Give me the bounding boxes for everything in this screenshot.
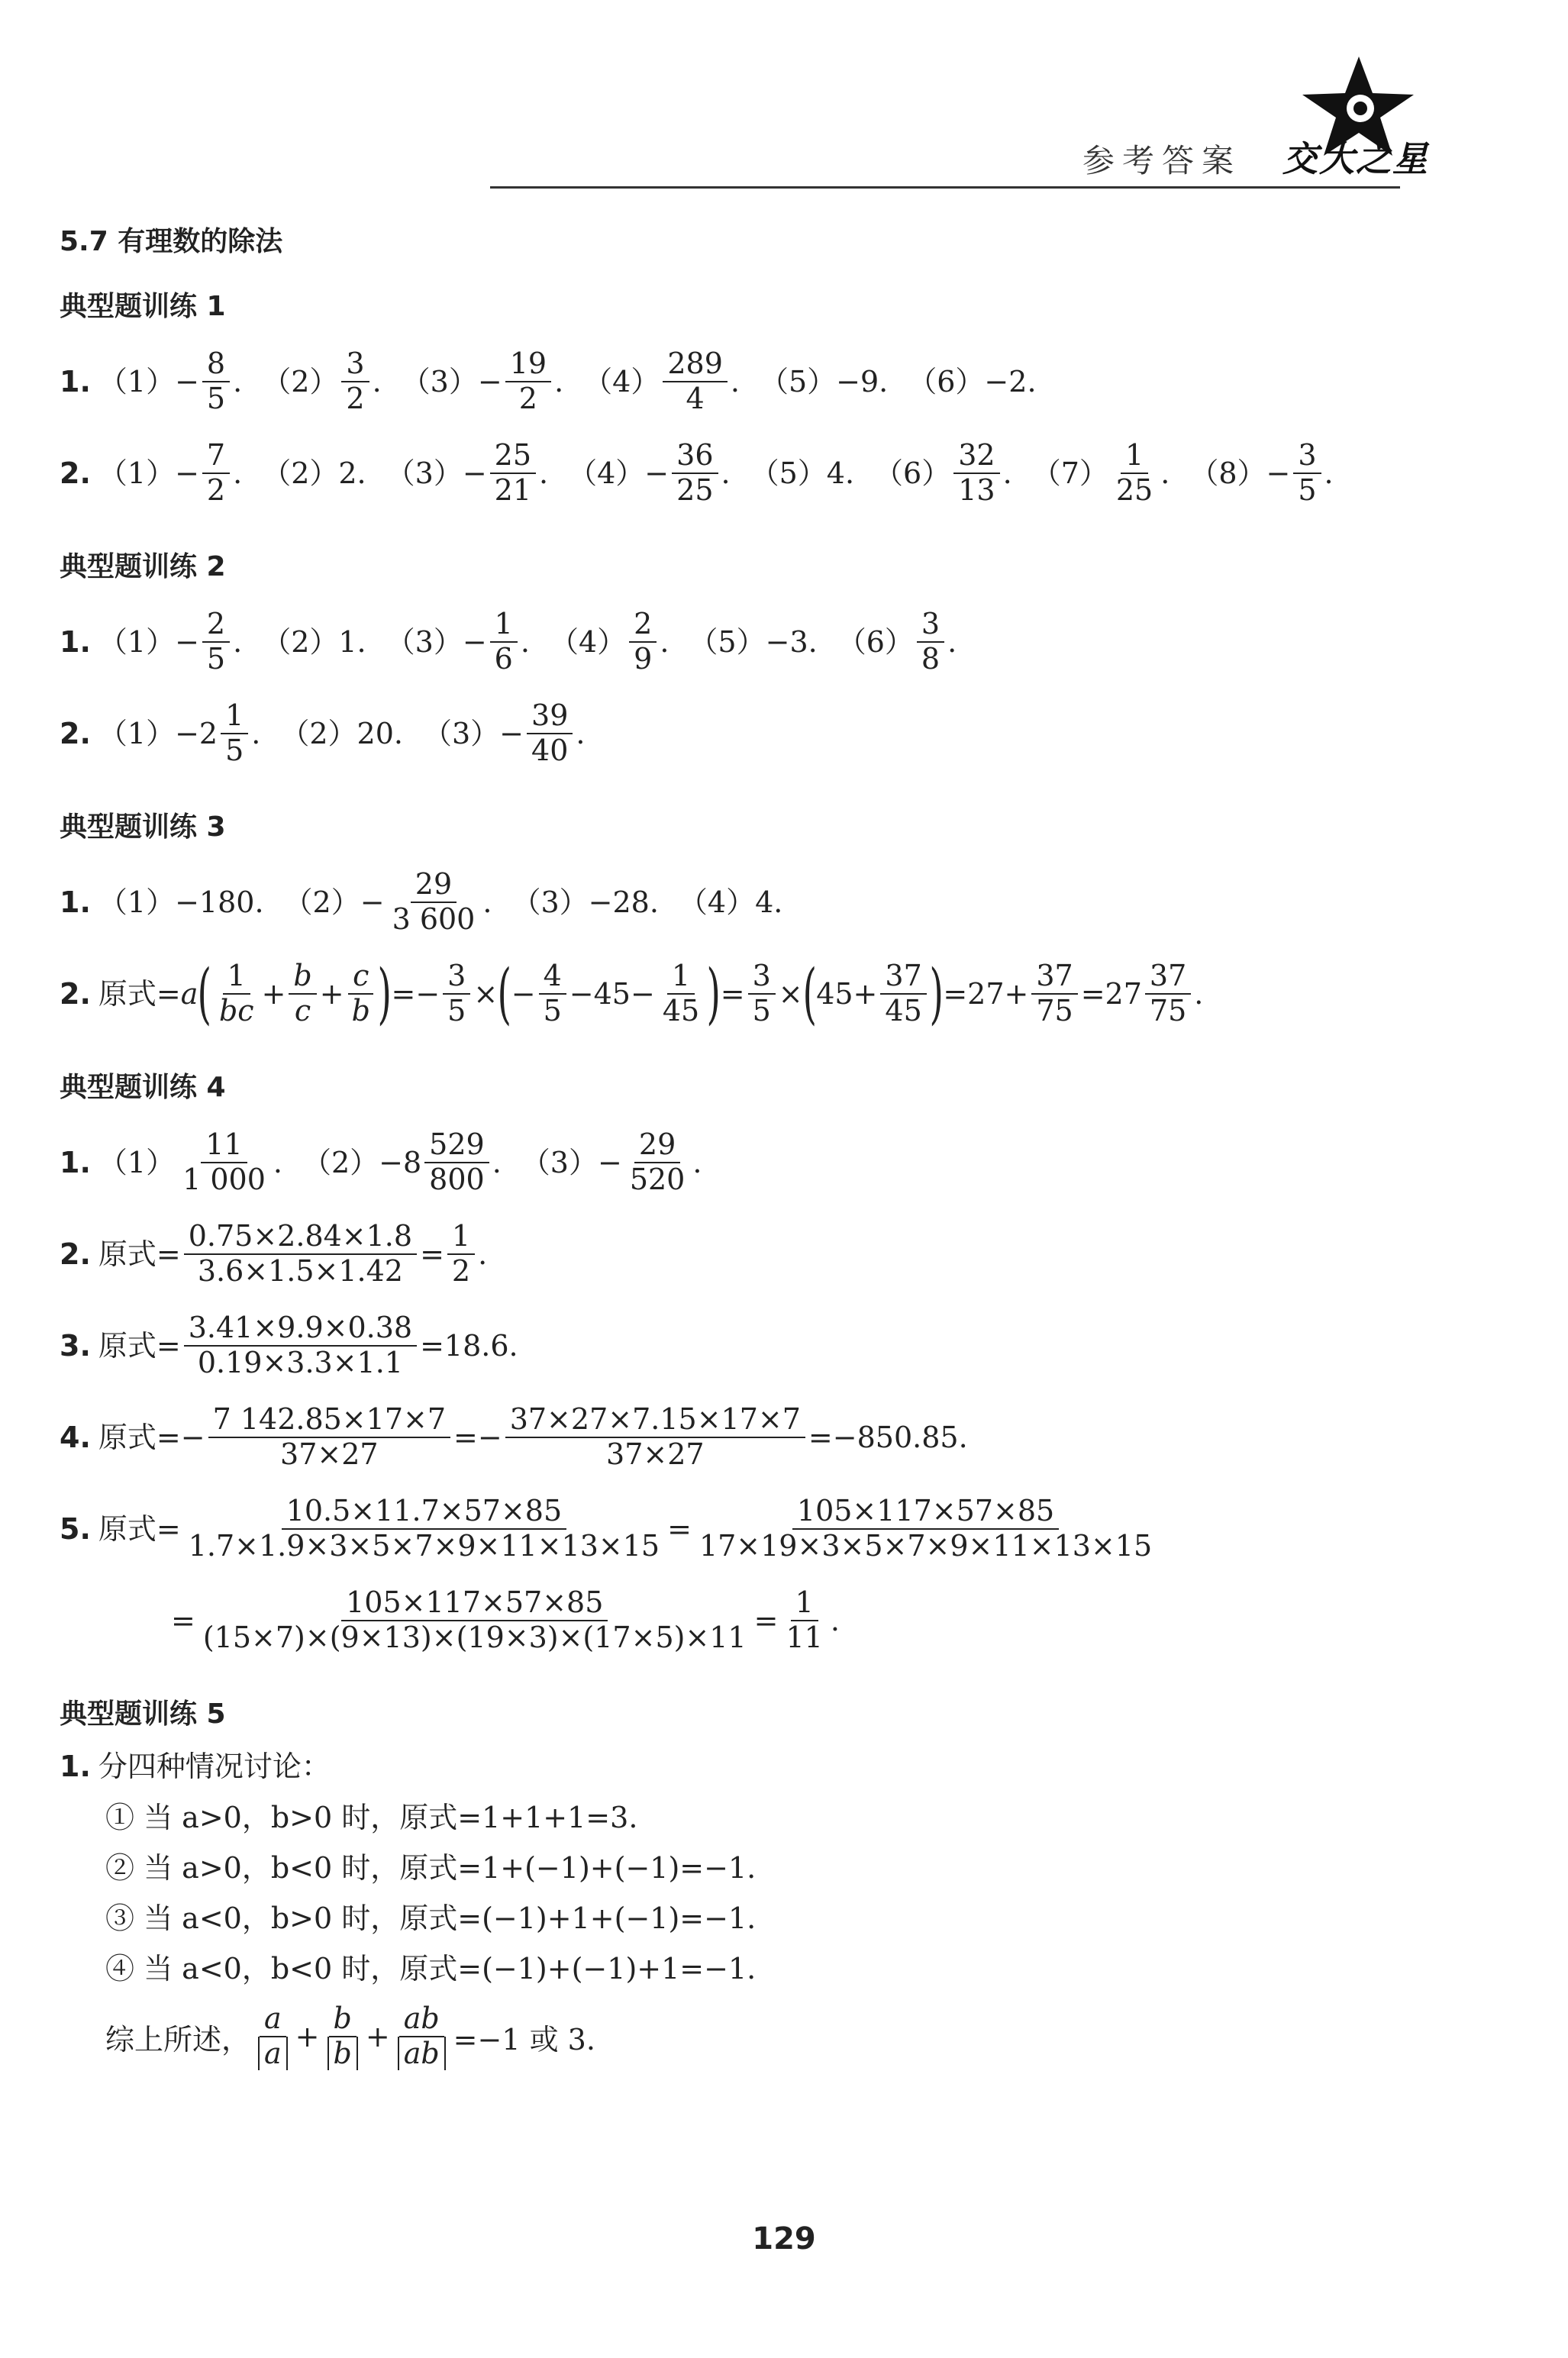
left-paren: ( <box>197 956 212 1032</box>
case-4: ④ 当 a<0，b<0 时，原式=(−1)+(−1)+1=−1. <box>105 1951 757 1985</box>
answer-label: （2）20. <box>280 717 403 750</box>
equals-sign: = <box>753 1604 779 1637</box>
problem-5-continued <box>171 1575 1403 1666</box>
case-2: ② 当 a>0，b<0 时，原式=1+(−1)+(−1)=−1. <box>105 1850 757 1885</box>
answer-label: （5）4. <box>750 456 855 490</box>
period: . <box>492 1146 502 1179</box>
equals-sign: = <box>667 1512 692 1546</box>
period: . <box>1160 456 1170 490</box>
problem-intro: 分四种情况讨论： <box>98 1750 331 1783</box>
fraction: $\frac{a}{a}$ <box>253 2002 292 2071</box>
problem-number: 4. <box>60 1421 91 1454</box>
fraction: $\frac{29}{3 600}$ <box>392 867 476 936</box>
problem-2 <box>60 427 1403 519</box>
period: . <box>273 1146 282 1179</box>
group-title: 典型题训练 1 <box>60 291 226 322</box>
fraction: $\frac{3}{2}$ <box>341 347 369 416</box>
period: . <box>1324 456 1334 490</box>
problem-1 <box>60 1117 1403 1208</box>
group-title: 典型题训练 5 <box>60 1698 226 1730</box>
fraction: $\frac{3}{5}$ <box>1293 439 1321 508</box>
case-3: ③ 当 a<0，b>0 时，原式=(−1)+1+(−1)=−1. <box>105 1901 757 1935</box>
problem-3 <box>60 1300 1403 1392</box>
expression-term: =27+ <box>943 977 1029 1011</box>
period: . <box>539 456 549 490</box>
period: . <box>1194 977 1204 1011</box>
equals-sign: =− <box>453 1421 502 1454</box>
exercise-group-1 <box>60 285 1403 519</box>
fraction: $\frac{1}{5}$ <box>221 699 248 768</box>
answer-label: （3）− <box>423 717 524 750</box>
minus-sign: − <box>415 977 440 1011</box>
header-divider <box>490 186 1400 189</box>
exercise-group-5 <box>60 1692 1403 2082</box>
answer-content <box>60 220 1403 2082</box>
expression-term: =27 <box>1080 977 1142 1011</box>
group-title: 典型题训练 3 <box>60 811 226 843</box>
problem-4 <box>60 1392 1403 1483</box>
group-title: 典型题训练 4 <box>60 1072 226 1103</box>
answer-label: （3）− <box>386 456 487 490</box>
expression-lead: 原式= <box>98 1237 181 1271</box>
answer-label: （6） <box>837 625 914 659</box>
answer-label: （4）− <box>568 456 669 490</box>
fraction: $\frac{0.75\times 2.84\times 1.8}{3.6\times 1.5\times 1.42}$ <box>184 1220 417 1289</box>
times-sign: × <box>778 977 803 1011</box>
problem-number: 1. <box>60 1750 91 1783</box>
answer-label: （1）− <box>98 365 199 398</box>
summary-label: 综上所述， <box>105 2022 251 2056</box>
period: . <box>251 717 261 750</box>
problem-number: 2. <box>60 977 91 1011</box>
equals-sign: = <box>720 977 745 1011</box>
answer-label: （4）4. <box>678 885 783 919</box>
fraction: $\frac{289}{4}$ <box>663 347 728 416</box>
fraction: $\frac{ab}{ab}$ <box>393 2002 450 2071</box>
expression-lead: 原式= <box>98 1329 181 1363</box>
fraction: $\frac{529}{800}$ <box>424 1128 489 1197</box>
equals-sign: = <box>391 977 416 1011</box>
result: =−850.85. <box>808 1421 968 1454</box>
period: . <box>233 625 243 659</box>
period: . <box>721 456 731 490</box>
equals-sign: = <box>171 1604 195 1637</box>
fraction: $\frac{37}{75}$ <box>1031 960 1077 1028</box>
fraction: $\frac{4}{5}$ <box>539 960 566 1028</box>
left-paren: ( <box>497 956 512 1032</box>
plus-sign: + <box>295 2020 320 2053</box>
variable-a: a <box>180 977 198 1011</box>
fraction: $\frac{25}{21}$ <box>490 439 536 508</box>
fraction: $\frac{37}{45}$ <box>880 960 926 1028</box>
section-title: 5.7 有理数的除法 <box>60 226 283 257</box>
fraction: $\frac{1}{bc}$ <box>218 959 254 1027</box>
fraction: $\frac{10.5\times 11.7\times 57\times 85}{1.7\times 1.9\times 3\times 5\times 7\times 9\times 11\times 13\times 15}$ <box>188 1494 660 1563</box>
exercise-group-4 <box>60 1066 1403 1666</box>
problem-number: 1. <box>60 625 91 659</box>
problem-number: 2. <box>60 717 91 750</box>
fraction: $\frac{19}{2}$ <box>505 347 551 416</box>
plus-sign: + <box>261 977 286 1011</box>
fraction: $\frac{1}{11}$ <box>786 1585 823 1654</box>
left-paren: ( <box>802 956 817 1032</box>
period: . <box>947 625 957 659</box>
fraction: $\frac{105\times 117\times 57\times 85}{17\times 19\times 3\times 5\times 7\times 9\times 11\times 13\times 15}$ <box>699 1494 1153 1563</box>
answer-label: （1）−2 <box>98 717 218 750</box>
problem-2 <box>60 688 1403 779</box>
fraction: $\frac{39}{40}$ <box>527 699 573 768</box>
fraction: $\frac{7 142.85\times 17\times 7}{37\times 27}$ <box>208 1403 450 1472</box>
answer-label: （1）− <box>98 625 199 659</box>
period: . <box>233 365 243 398</box>
result: =18.6. <box>420 1329 518 1363</box>
fraction: $\frac{3.41\times 9.9\times 0.38}{0.19\times 3.3\times 1.1}$ <box>184 1311 417 1380</box>
problem-number: 2. <box>60 1237 91 1271</box>
answer-label: （5）−9. <box>759 365 889 398</box>
answer-label: （7） <box>1031 456 1108 490</box>
answer-label: （2）2. <box>262 456 366 490</box>
fraction: $\frac{3}{5}$ <box>443 960 470 1028</box>
problem-number: 1. <box>60 1146 91 1179</box>
answer-label: （8）− <box>1189 456 1291 490</box>
right-paren: ) <box>706 956 721 1032</box>
brand-logo: 交大之星 <box>1282 138 1429 179</box>
period: . <box>830 1604 840 1637</box>
answer-label: （1）− <box>98 456 199 490</box>
answer-label: （5）−3. <box>689 625 818 659</box>
expression-lead: 原式= <box>98 1512 181 1546</box>
expression-term: 45+ <box>816 977 878 1011</box>
answer-label: （1）−180. <box>98 885 264 919</box>
fraction: $\frac{2}{5}$ <box>202 608 230 676</box>
fraction: $\frac{36}{25}$ <box>672 439 718 508</box>
summary <box>105 1991 1403 2082</box>
problem-2 <box>60 948 1403 1040</box>
times-sign: × <box>473 977 498 1011</box>
period: . <box>233 456 243 490</box>
fraction: $\frac{2}{9}$ <box>629 608 657 676</box>
problem-1 <box>60 596 1403 688</box>
period: . <box>730 365 740 398</box>
period: . <box>576 717 586 750</box>
fraction: $\frac{b}{c}$ <box>289 960 316 1028</box>
fraction: $\frac{1}{6}$ <box>490 608 518 676</box>
answer-label: （6） <box>874 456 951 490</box>
answer-label: （1） <box>98 1146 176 1179</box>
problem-number: 2. <box>60 456 91 490</box>
answer-label: （4） <box>549 625 627 659</box>
problem-number: 1. <box>60 885 91 919</box>
exercise-group-2 <box>60 545 1403 779</box>
answer-label: （2） <box>262 365 339 398</box>
fraction: $\frac{3}{8}$ <box>917 608 944 676</box>
period: . <box>372 365 382 398</box>
problem-number: 1. <box>60 365 91 398</box>
fraction: $\frac{32}{13}$ <box>953 439 999 508</box>
right-paren: ) <box>929 956 944 1032</box>
minus-sign: − <box>511 977 536 1011</box>
answer-label: （4） <box>583 365 660 398</box>
answer-label: （2）1. <box>262 625 366 659</box>
result: =−1 或 3. <box>453 2022 595 2056</box>
answer-label: （3）− <box>401 365 502 398</box>
period: . <box>482 885 492 919</box>
problem-number: 5. <box>60 1512 91 1546</box>
problem-1 <box>60 336 1403 427</box>
answer-label: （3）− <box>521 1146 622 1179</box>
equals-sign: = <box>420 1237 444 1271</box>
answer-label: （3）−28. <box>511 885 659 919</box>
fraction: $\frac{37}{75}$ <box>1145 960 1191 1028</box>
answer-label: （2）−8 <box>302 1146 422 1179</box>
fraction: $\frac{c}{b}$ <box>347 960 375 1028</box>
problem-1 <box>60 1744 1403 1789</box>
fraction: $\frac{11}{1 000}$ <box>182 1127 266 1196</box>
fraction: $\frac{37\times 27\times 7.15\times 17\times 7}{37\times 27}$ <box>505 1403 805 1472</box>
period: . <box>1002 456 1012 490</box>
right-paren: ) <box>377 956 392 1032</box>
period: . <box>692 1146 702 1179</box>
problem-2 <box>60 1208 1403 1300</box>
fraction: $\frac{105\times 117\times 57\times 85}{(15\times 7)\times(9\times 13)\times(19\times 3)\times(17\times 5)\times 11}$ <box>202 1585 747 1654</box>
problem-1 <box>60 856 1403 948</box>
page-number: 129 <box>752 2221 816 2256</box>
fraction: $\frac{8}{5}$ <box>202 347 230 416</box>
expression-lead: 原式= <box>98 977 181 1011</box>
expression-lead: 原式=− <box>98 1421 205 1454</box>
answer-label: （2）− <box>283 885 385 919</box>
case-1: ① 当 a>0，b>0 时，原式=1+1+1=3. <box>105 1800 638 1834</box>
plus-sign: + <box>365 2020 390 2053</box>
answer-label: （6）−2. <box>908 365 1037 398</box>
group-title: 典型题训练 2 <box>60 551 226 582</box>
fraction: $\frac{1}{2}$ <box>447 1220 475 1289</box>
fraction: $\frac{7}{2}$ <box>202 439 230 508</box>
expression-term: −45− <box>569 977 655 1011</box>
fraction: $\frac{b}{b}$ <box>323 2002 363 2071</box>
period: . <box>520 625 530 659</box>
period: . <box>554 365 564 398</box>
period: . <box>478 1237 488 1271</box>
exercise-group-3 <box>60 805 1403 1040</box>
fraction: $\frac{29}{520}$ <box>629 1127 686 1196</box>
fraction: $\frac{3}{5}$ <box>748 960 776 1028</box>
period: . <box>660 625 669 659</box>
fraction: $\frac{1}{45}$ <box>662 959 700 1027</box>
answer-label: （3）− <box>386 625 487 659</box>
problem-5 <box>60 1483 1403 1575</box>
header-title: 参考答案 <box>1082 142 1242 179</box>
plus-sign: + <box>319 977 344 1011</box>
fraction: $\frac{1}{25}$ <box>1115 438 1153 507</box>
problem-number: 3. <box>60 1329 91 1363</box>
